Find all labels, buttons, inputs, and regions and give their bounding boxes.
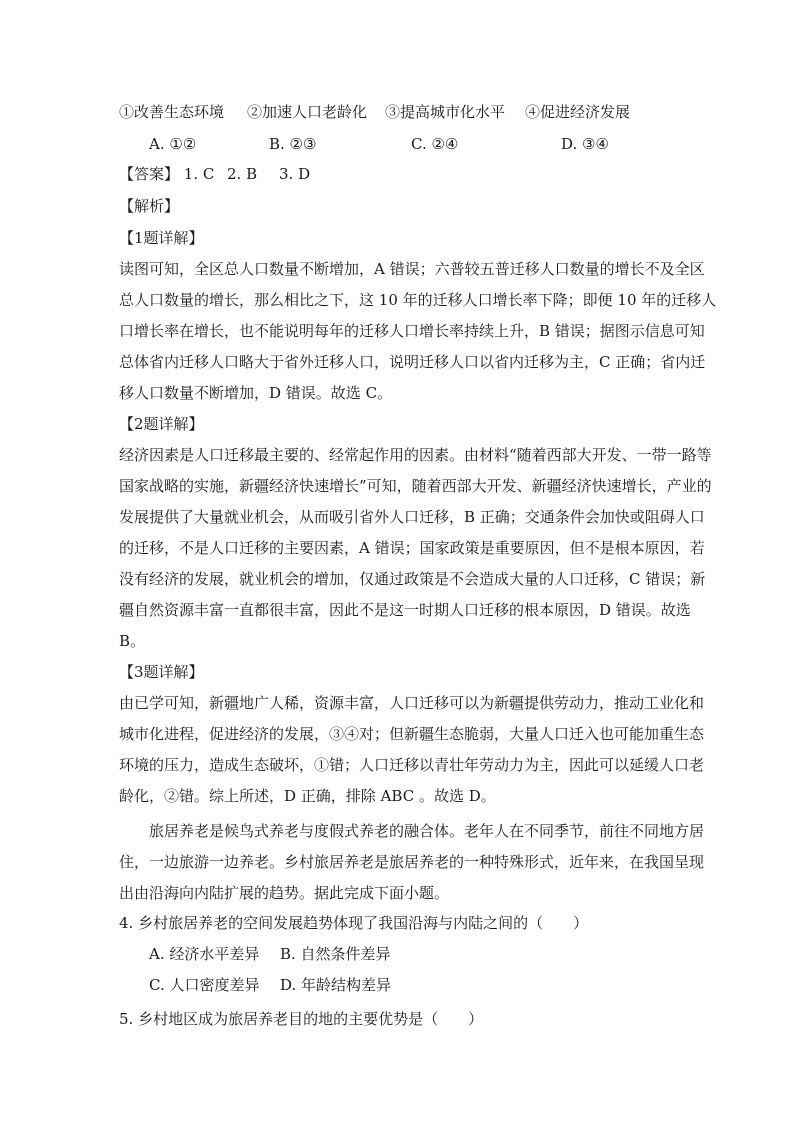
answer-row [119, 164, 679, 184]
q2-line: 疆自然资源丰富一直都很丰富，因此不是这一时期人口迁移的根本原因，D 错误。故选 [119, 601, 691, 619]
q2-line: 国家战略的实施，新疆经济快速增长”可知，随着西部大开发、新疆经济快速增长，产业的 [119, 477, 712, 495]
q2-line: B。 [119, 632, 146, 650]
analysis-label: 【解析】 [119, 197, 180, 215]
statement-2: ②加速人口老龄化 [247, 103, 368, 121]
q2-heading: 【2题详解】 [119, 415, 204, 433]
q1-line: 口增长率在增长，也不能说明每年的迁移人口增长率持续上升，B 错误；据图示信息可知 [119, 322, 705, 340]
q4-option-a: A. 经济水平差异 [149, 945, 260, 963]
passage-line: 旅居养老是候鸟式养老与度假式养老的融合体。老年人在不同季节，前往不同地方居 [149, 822, 705, 840]
q1-line: 总体省内迁移人口略大于省外迁移人口，说明迁移人口以省内迁移为主，C 正确；省内迁 [119, 353, 706, 371]
q2-line: 发展提供了大量就业机会，从而吸引省外人口迁移，B 正确；交通条件会加快或阻碍人口 [119, 508, 705, 526]
q3-option-c: C. ②④ [411, 135, 459, 153]
answer-label: 【答案】 [119, 165, 180, 183]
statement-1: ①改善生态环境 [119, 103, 225, 121]
q3-heading: 【3题详解】 [119, 663, 204, 681]
statement-3: ③提高城市化水平 [385, 103, 506, 121]
answer-2: 2. B [227, 165, 258, 183]
q1-heading: 【1题详解】 [119, 229, 204, 247]
passage-line: 住，一边旅游一边养老。乡村旅居养老是旅居养老的一种特殊形式，近年来，在我国呈现 [119, 853, 705, 871]
q5-stem: 5. 乡村地区成为旅居养老目的地的主要优势是（ ） [119, 1010, 484, 1028]
q3-line: 城市化进程，促进经济的发展，③④对；但新疆生态脆弱，大量人口迁入也可能加重生态 [119, 725, 705, 743]
q3-line: 由已学可知，新疆地广人稀，资源丰富，人口迁移可以为新疆提供劳动力，推动工业化和 [119, 694, 705, 712]
q1-line: 总人口数量的增长，那么相比之下，这 10 年的迁移人口增长率下降；即便 10 年的迁移人 [119, 291, 717, 309]
q3-option-d: D. ③④ [561, 135, 609, 153]
statement-row [119, 102, 679, 122]
statement-4: ④促进经济发展 [525, 103, 631, 121]
q3-option-b: B. ②③ [269, 135, 317, 153]
q3-line: 环境的压力，造成生态破坏，①错；人口迁移以青壮年劳动力为主，因此可以延缓人口老 [119, 756, 705, 774]
answer-3: 3. D [279, 165, 311, 183]
q2-line: 没有经济的发展，就业机会的增加，仅通过政策是不会造成大量的人口迁移，C 错误；新 [119, 570, 706, 588]
q1-line: 读图可知，全区总人口数量不断增加，A 错误；六普较五普迁移人口数量的增长不及全区 [119, 260, 705, 278]
q4-option-d: D. 年龄结构差异 [280, 976, 392, 994]
answer-1: 1. C [183, 165, 215, 183]
q2-line: 的迁移，不是人口迁移的主要因素，A 错误；国家政策是重要原因，但不是根本原因，若 [119, 539, 705, 557]
q4-option-b: B. 自然条件差异 [280, 945, 391, 963]
q2-line: 经济因素是人口迁移最主要的、经常起作用的因素。由材料“随着西部大开发、一带一路等 [119, 446, 712, 464]
q1-line: 移人口数量不断增加，D 错误。故选 C。 [119, 384, 393, 402]
q4-stem: 4. 乡村旅居养老的空间发展趋势体现了我国沿海与内陆之间的（ ） [119, 914, 589, 932]
q3-option-a: A. ①② [149, 135, 197, 153]
q4-option-c: C. 人口密度差异 [149, 976, 260, 994]
q3-line: 龄化，②错。综上所述，D 正确，排除 ABC 。故选 D。 [119, 787, 496, 805]
passage-line: 出由沿海向内陆扩展的趋势。据此完成下面小题。 [119, 884, 450, 902]
